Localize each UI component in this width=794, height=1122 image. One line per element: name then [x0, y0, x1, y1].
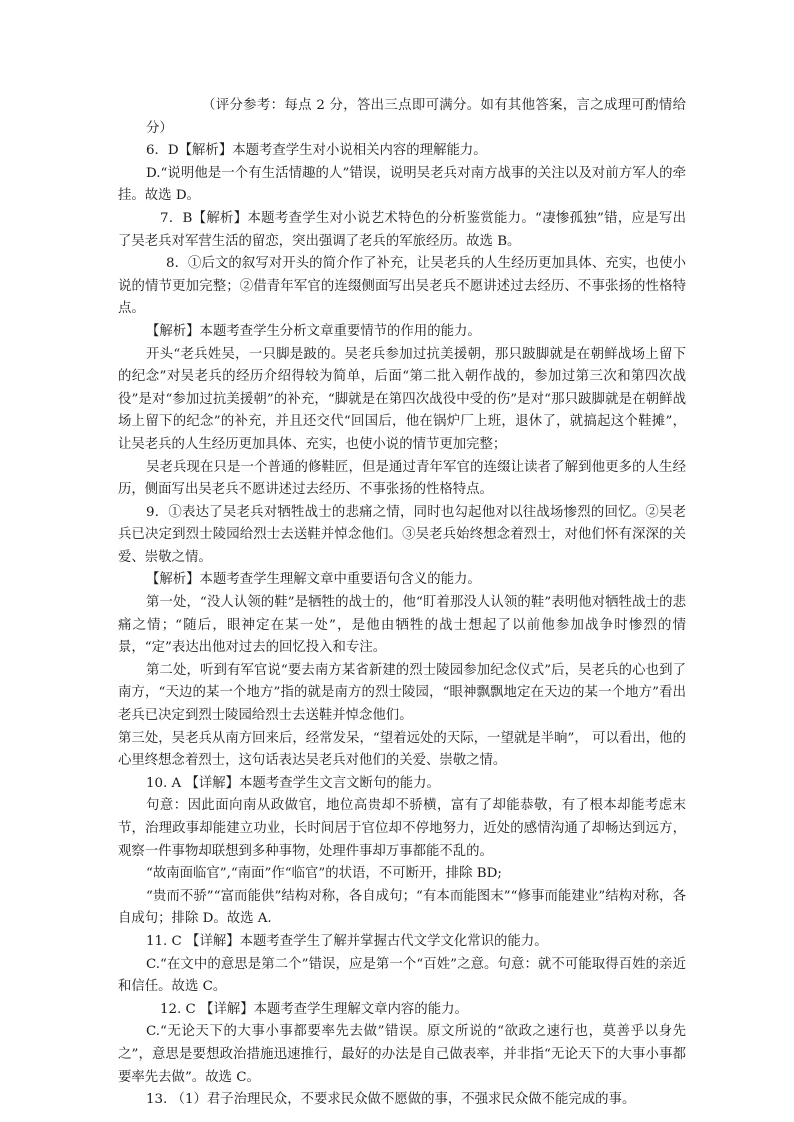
line-10: 第一处，“没人认领的鞋”是牺牲的战士的，他“盯着那没人认领的鞋”表明他对牺牲战士的悲痛之情；“随后，眼神定在某一处”，是他由牺牲的战士想起了以前他参加战争时惨烈的情景，“定”表达出他对过去的回忆投入和专注。 — [118, 595, 686, 656]
line-16: “贵而不骄”“富而能供”结构对称，各自成句；“有本而能图末”“修事而能建业”结构对称，各自成句；排除 D。故选 A. — [118, 888, 686, 927]
line-14: 句意：因此面向南从政做官，地位高贵却不骄横，富有了却能恭敬，有了根本却能考虑末节，治理政事却能建立功业，长时间居于官位却不停地努力，近处的感情沟通了却畅达到远方，观察一件事物却联想到多种事物，处理件事却万事都能不乱的。 — [118, 798, 686, 859]
line-4: 8．①后文的叙写对开头的简介作了补充，让吴老兵的人生经历更加具体、充实，也使小说的情节更加完整；②借青年军官的连缀侧面写出吴老兵不愿讲述过去经历、不事张扬的性格特点。 — [118, 256, 686, 317]
line-18: C.“在文中的意思是第二个”错误，应是第一个“百姓”之意。句意：就不可能取得百姓的亲近和信任。故选 C。 — [118, 956, 686, 995]
line-5: 【解析】本题考查学生分析文章重要情节的作用的能力。 — [146, 323, 481, 339]
line-17: 11. C 【详解】本题考查学生了解并掌握古代文学文化常识的能力。 — [146, 933, 548, 949]
line-2: D.“说明他是一个有生活情趣的人”错误，说明吴老兵对南方战事的关注以及对前方军人的牵挂。故选 D。 — [118, 165, 686, 204]
answer-text — [118, 95, 686, 1112]
line-8: 9．①表达了吴老兵对牺牲战士的悲痛之情，同时也勾起他对以往战场惨烈的回忆。②吴老兵已决定到烈士陵园给烈士去送鞋并悼念他们。③吴老兵始终想念着烈士，对他们怀有深深的关爱、崇敬之情。 — [118, 504, 686, 565]
line-11: 第二处，听到有军官说“要去南方某省新建的烈士陵园参加纪念仪式”后，吴老兵的心也到了南方，“天边的某一个地方”指的就是南方的烈士陵园，“眼神飘飘地定在天边的某一个地方”看出老兵已决定到烈士陵园给烈士去送鞋并悼念他们。 — [118, 662, 686, 724]
line-6: 开头“老兵姓吴，一只脚是跛的。吴老兵参加过抗美援朝，那只跛脚就是在朝鲜战场上留下的纪念”对吴老兵的经历介绍得较为简单，后面“第二批入朝作战的，参加过第三次和第四次战役”是对“参加过抗美援朝”的补充，“脚就是在第四次战役中受的伤”是对“那只跛脚就是在朝鲜战场上留下的纪念”的补充，并且还交代“回国后，他在锅炉厂上班，退休了，就搞起这个鞋摊”，让吴老兵的人生经历更加具体、充实，也使小说的情节更加完整； — [118, 346, 686, 452]
line-1: 6．D【解析】本题考查学生对小说相关内容的理解能力。 — [146, 143, 487, 159]
line-15: “故南面临官”,“南面”作“临官”的状语，不可断开，排除 BD; — [146, 866, 502, 882]
line-13: 10. A 【详解】本题考查学生文言文断句的能力。 — [146, 775, 440, 791]
line-21: 13. （1）君子治理民众，不要求民众做不愿做的事，不强求民众做不能完成的事。 — [146, 1092, 636, 1108]
line-19: 12. C 【详解】本题考查学生理解文章内容的能力。 — [160, 1001, 468, 1017]
line-12: 第三处，吴老兵从南方回来后，经常发呆，“望着远处的天际，一望就是半晌”， 可以看出，他的心里终想念着烈士，这句话表达吴老兵对他们的关爱、崇敬之情。 — [118, 730, 686, 769]
line-0: （评分参考：每点 2 分，答出三点即可满分。如有其他答案，言之成理可酌情给分） — [146, 98, 686, 136]
line-7: 吴老兵现在只是一个普通的修鞋匠，但是通过青年军官的连缀让读者了解到他更多的人生经历，侧面写出吴老兵不愿讲述过去经历、不事张扬的性格特点。 — [118, 459, 686, 498]
line-9: 【解析】本题考查学生理解文章中重要语句含义的能力。 — [146, 572, 481, 588]
line-3: 7．B【解析】本题考查学生对小说艺术特色的分析鉴赏能力。“凄惨孤独”错，应是写出了吴老兵对军营生活的留恋，突出强调了老兵的军旅经历。故选 B。 — [118, 210, 686, 249]
line-20: C.“无论天下的大事小事都要率先去做”错误。原文所说的“欲政之速行也，莫善乎以身先之”，意思是要想政治措施迅速推行，最好的办法是自己做表率，并非指“无论天下的大事小事都要率先去做”。故选 C。 — [118, 1024, 686, 1085]
